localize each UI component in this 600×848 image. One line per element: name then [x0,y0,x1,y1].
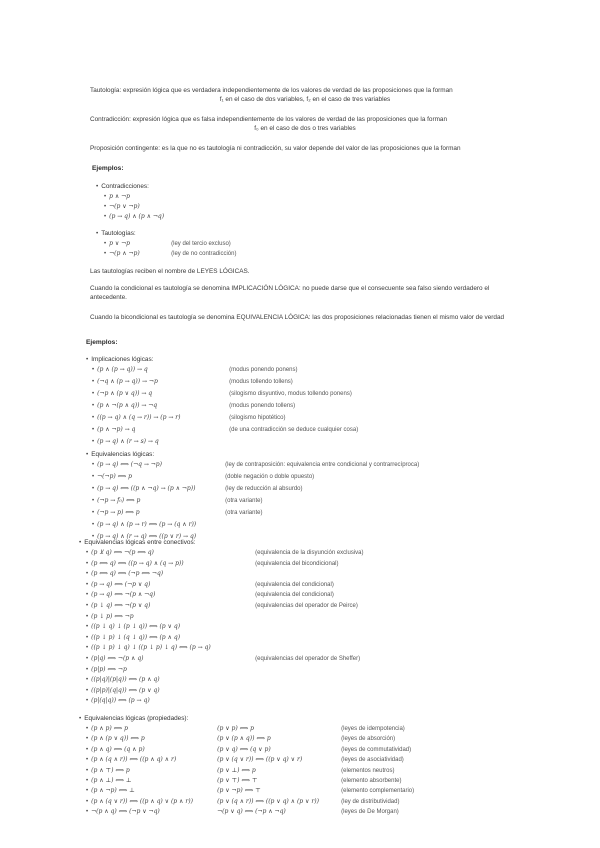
formula: ¬(p ∧ ¬p) [109,250,140,257]
formula-note: (modus ponendo tollens) [229,403,296,409]
formula-row [86,549,364,557]
formula-note: (modus tollendo tollens) [229,379,293,385]
formula-conjunctive: (p ∧ q) ⟺ (q ∧ p) [91,745,145,753]
formula-row [86,623,255,631]
formula-note: (de una contradicción se deduce cualquier cosa) [229,427,359,433]
formula-note: (otra variante) [225,498,263,504]
formula-note: (ley de no contradicción) [171,251,237,257]
formula-disjunctive: (p ∨ ¬p) ⟺ ⊤ [217,787,261,795]
formula: ¬(p ∨ ¬p) [109,203,140,210]
formula-row [86,634,255,642]
formula-conjunctive: (p ∧ (q ∨ r)) ⟺ ((p ∧ q) ∨ (p ∧ r)) [91,797,193,805]
formula-note: (leyes de asociatividad) [341,757,404,764]
formula: (p ∧ (p → q)) → q [97,366,148,373]
formula-disjunctive: (p ∨ (p ∧ q)) ⟺ p [217,735,271,743]
formula: (p → q) ∧ (p → r) ⟺ (p → (q ∧ r)) [97,521,197,528]
implicaciones-heading: • Implicaciones lógicas: [86,356,153,363]
formula-note: (ley de reducción al absurdo) [225,486,303,492]
formula-row [86,570,255,578]
formula-note: (leyes de idempotencia) [341,726,405,732]
formula: (p ⊻ q) ⟺ ¬(p ⟺ q) [91,549,154,556]
formula-row [92,521,225,529]
formula-note: (modus ponendo ponens) [229,367,298,373]
formula-row [92,402,295,410]
formula-row [86,735,395,743]
ejemplos-label-2: Ejemplos: [86,339,118,346]
formula-note: (leyes de commutatividad) [341,746,412,753]
formula-note: (otra variante) [225,510,263,516]
formula-disjunctive: ¬(p ∨ q) ⟺ (¬p ∧ ¬q) [217,808,286,816]
formula: p ∧ ¬p [109,193,131,200]
formula-disjunctive: (p ∨ (q ∧ r)) ⟺ ((p ∨ q) ∧ (p ∨ r)) [217,797,319,805]
formula-row [92,414,285,422]
formula-conjunctive: (p ∧ ¬p) ⟺ ⊥ [91,787,135,795]
formula-row [86,602,358,610]
formula-note: (silogismo hipotético) [229,415,286,421]
contradiccion-definition [90,115,520,133]
formula-row [86,808,399,816]
formula-row [92,461,419,469]
formula: (p → q) ⟺ ¬(p ∧ ¬q) [91,591,156,599]
formula: (p|(q|q)) ⟺ (p → q) [91,697,150,705]
formula-row [104,193,130,201]
formula-row [86,687,255,695]
formula-conjunctive: (p ∧ ⊥) ⟺ ⊥ [91,777,132,784]
formula-note: (silogismo disyuntivo, modus tollendo ponens) [229,391,352,397]
formula-note: (equivalencia de la disyunción exclusiva) [255,550,364,556]
formula-row [86,613,255,621]
formula: (p → q) ⟺ (¬q → ¬p) [97,461,162,468]
formula: (¬q ∧ (p → q)) → ¬p [97,378,158,385]
formula-note: (equivalencia del bicondicional) [255,560,339,567]
implicacion-logica-text: Cuando la condicional es tautología se denomina IMPLICACIÓN LÓGICA: no puede darse que el consecuente sea falso siendo verdadero el antecedente. [90,285,490,301]
leyes-logicas-text: Las tautologías reciben el nombre de LEYES LÓGICAS. [90,268,250,275]
formula-row [92,473,314,481]
ejemplos-label-1: Ejemplos: [92,165,124,172]
formula-conjunctive: (p ∧ (p ∨ q)) ⟺ p [91,735,145,743]
formula-row [86,666,255,674]
formula-row [92,485,303,493]
formula-disjunctive: (p ∨ q) ⟺ (q ∨ p) [217,745,271,753]
conectivos-heading: • Equivalencias lógicas entre conectivos: [79,539,195,546]
contradiccion-tail: f₀ en el caso de dos o tres variables [254,125,356,132]
formula-row [86,697,255,705]
formula-note: (equivalencia del condicional) [255,581,334,588]
formula: (p → q) ∧ (p ∧ ¬q) [109,213,165,220]
formula-conjunctive: (p ∧ p) ⟺ p [91,725,128,732]
equivalencias-heading: • Equivalencias lógicas: [86,451,154,458]
formula-row [86,655,360,663]
formula-row [92,366,298,374]
formula-note: (ley de distributividad) [341,798,400,805]
formula-row [86,798,399,806]
formula-row [92,497,262,505]
formula-note: (equivalencia del condicional) [255,592,334,599]
formula: (p|q) ⟺ ¬(p ∧ q) [91,655,144,662]
formula-row [86,644,255,652]
formula-note: (equivalencias del operador de Sheffer) [255,656,361,662]
formula: ((p ↓ p) ↓ q) ↓ ((p ↓ p) ↓ q) ⟺ (p → q) [91,644,211,652]
formula-row [86,746,411,754]
formula: (p ⟺ q) ⟺ ((p → q) ∧ (q → p)) [91,559,184,567]
formula-row [92,426,358,434]
equivalencia-logica-text: Cuando la bicondicional es tautología se denomina EQUIVALENCIA LÓGICA: las dos proposiciones relacionadas tienen el mismo valor de verdad [90,314,505,321]
formula: ((p ↓ p) ↓ (q ↓ q)) ⟺ (p ∧ q) [91,633,181,641]
formula-row [86,767,394,775]
formula-conjunctive: (p ∧ ⊤) ⟺ p [91,766,130,774]
formula-row [104,213,164,221]
formula: ¬(¬p) ⟺ p [97,473,132,480]
formula: (p → q) ⟺ (¬p ∨ q) [91,580,151,588]
formula-row [86,787,414,795]
formula-note: (elementos neutros) [341,767,395,774]
formula-disjunctive: (p ∨ ⊥) ⟺ p [217,766,256,774]
tautologia-definition [90,86,520,104]
formula: (p ↓ p) ⟺ ¬p [91,612,134,620]
formula-row [86,725,405,733]
formula-note: (leyes de De Morgan) [341,809,399,816]
formula-note: (doble negación o doble opuesto) [225,474,315,480]
formula: (p → q) ∧ (r → s) → q [97,438,159,445]
formula: (p → q) ∧ (r → q) ⟺ ((p ∨ r) → q) [97,533,197,540]
formula-row [104,203,140,211]
contingencia-definition: Proposición contingente: es la que no es tautología ni contradicción, su valor depende del valor de las proposiciones que la forman [90,145,461,152]
formula-note: (leyes de absorción) [341,736,396,743]
formula: (p|p) ⟺ ¬p [91,665,127,673]
formula-row [86,676,255,684]
formula: (p → q) ⟺ ((p ∧ ¬q) → (p ∧ ¬p)) [97,485,196,492]
formula-note: (ley de contraposición: equivalencia entre condicional y contrarrecíproca) [225,462,420,468]
propiedades-heading: • Equivalencias lógicas (propiedades): [79,715,188,722]
formula-disjunctive: (p ∨ ⊤) ⟺ ⊤ [217,777,258,784]
formula-row [86,777,401,785]
formula: (p ⟺ q) ⟺ (¬p ⟺ ¬q) [91,570,164,578]
formula: (p ∧ ¬p) → q [97,426,136,433]
formula-note: (elemento absorbente) [341,778,402,784]
formula: ((p → q) ∧ (q → r)) → (p → r) [97,414,181,421]
tautologia-tail: f₁ en el caso de dos variables, f₂ en el caso de tres variables [219,96,391,103]
formula: ((p|q)|(p|q)) ⟺ (p ∧ q) [91,676,160,684]
formula-row [92,390,352,398]
formula: (¬p → p) ⟺ p [97,509,140,516]
formula-conjunctive: ¬(p ∧ q) ⟺ (¬p ∨ ¬q) [91,808,160,816]
contradicciones-heading: • Contradicciones: [96,183,149,190]
tautologia-text: Tautología: expresión lógica que es verdadera independientemente de los valores de verdad de las proposiciones que la forman [90,87,453,94]
formula-row [92,438,229,446]
formula-row [104,240,231,248]
formula-note: (ley del tercio excluso) [171,241,231,247]
formula-note: (elemento complementario) [341,788,415,795]
formula-conjunctive: (p ∧ (q ∧ r)) ⟺ ((p ∧ q) ∧ r) [91,756,177,764]
formula-row [86,756,404,764]
formula-row [92,378,293,386]
tautologias-heading: • Tautologías: [96,230,136,237]
contradiccion-text: Contradicción: expresión lógica que es falsa independientemente de los valores de verdad de las proposiciones que la forman [90,116,448,123]
formula: p ∨ ¬p [109,240,131,247]
formula-disjunctive: (p ∨ p) ⟺ p [217,725,254,732]
formula: (p ↓ q) ⟺ ¬(p ∨ q) [91,602,151,609]
formula: ((p|p)|(q|q)) ⟺ (p ∨ q) [91,686,160,694]
formula-row [104,250,236,258]
formula-disjunctive: (p ∨ (q ∨ r)) ⟺ ((p ∨ q) ∨ r) [217,756,303,764]
formula: (¬p ∧ (p ∨ q)) → q [97,390,153,397]
formula-row [86,591,334,599]
formula-row [86,581,334,589]
formula: ((p ↓ q) ↓ (p ↓ q)) ⟺ (p ∨ q) [91,623,181,631]
formula-row [86,560,339,568]
formula: (p ∧ ¬(p ∧ q)) → ¬q [97,402,158,409]
formula: (¬p → f₀) ⟺ p [97,497,141,504]
formula-row [92,509,262,517]
formula-note: (equivalencias del operador de Peirce) [255,603,358,609]
